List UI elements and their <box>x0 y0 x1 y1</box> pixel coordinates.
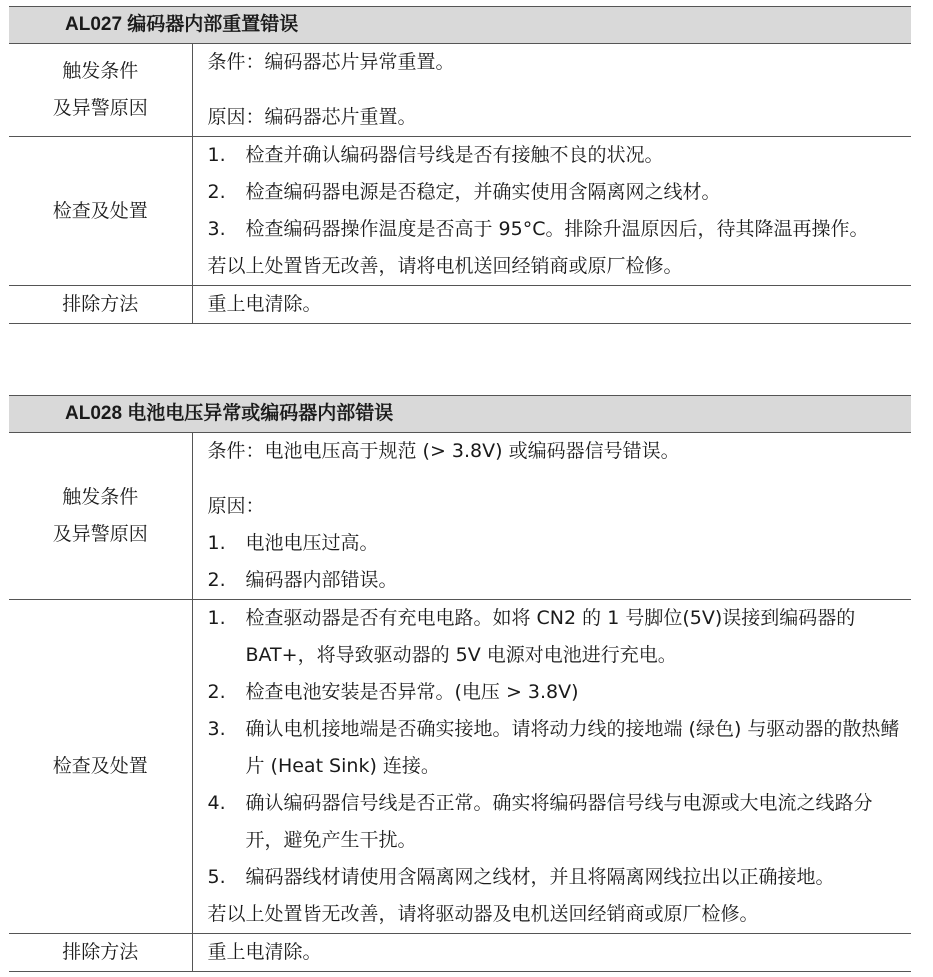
step-number: 5. <box>207 866 226 888</box>
alarm-title: AL028 电池电压异常或编码器内部错误 <box>9 396 911 433</box>
step-number: 2. <box>207 681 226 703</box>
step-text: 检查并确认编码器信号线是否有接触不良的状况。 <box>245 144 664 166</box>
step-item <box>208 859 906 896</box>
cause-text: 原因：编码器芯片重置。 <box>207 106 417 128</box>
step-item <box>208 785 906 859</box>
trigger-label <box>9 44 192 137</box>
trigger-label-line-1: 触发条件 <box>62 60 139 82</box>
trigger-label <box>9 433 192 600</box>
trigger-row <box>9 44 911 137</box>
cause-number: 1. <box>207 532 226 554</box>
cause-item <box>208 562 906 599</box>
check-content <box>192 600 911 934</box>
alarm-table-al028 <box>9 395 911 972</box>
check-label: 检查及处置 <box>9 600 192 934</box>
remedy-row <box>9 934 911 972</box>
trigger-label-line-2: 及异警原因 <box>52 97 148 119</box>
remedy-text: 重上电清除。 <box>192 934 911 972</box>
step-number: 4. <box>207 792 226 814</box>
check-label: 检查及处置 <box>9 137 192 286</box>
trigger-content <box>192 44 911 137</box>
condition-text: 条件：电池电压高于规范 (> 3.8V) 或编码器信号错误。 <box>207 440 680 462</box>
check-content <box>192 137 911 286</box>
remedy-row <box>9 286 911 324</box>
cause-item <box>208 525 906 562</box>
step-text: 检查电池安装是否异常。(电压 > 3.8V) <box>245 681 579 703</box>
step-item <box>208 600 906 674</box>
fallback-text: 若以上处置皆无改善，请将驱动器及电机送回经销商或原厂检修。 <box>207 903 759 925</box>
check-row <box>9 600 911 934</box>
step-text: 确认编码器信号线是否正常。确实将编码器信号线与电源或大电流之线路分开，避免产生干扰。 <box>245 792 873 851</box>
remedy-label: 排除方法 <box>9 286 192 324</box>
trigger-content <box>192 433 911 600</box>
cause-item-text: 电池电压过高。 <box>245 532 379 554</box>
step-item <box>208 174 906 211</box>
cause-number: 2. <box>207 569 226 591</box>
trigger-label-line-2: 及异警原因 <box>52 523 148 545</box>
remedy-text: 重上电清除。 <box>192 286 911 324</box>
step-text: 确认电机接地端是否确实接地。请将动力线的接地端 (绿色) 与驱动器的散热鳍片 (Heat Sink) 连接。 <box>245 718 900 777</box>
step-item <box>208 137 906 174</box>
alarm-table-al027 <box>9 6 911 324</box>
step-number: 2. <box>207 181 226 203</box>
alarm-header-row <box>9 396 911 433</box>
trigger-row <box>9 433 911 600</box>
step-text: 检查编码器电源是否稳定，并确实使用含隔离网之线材。 <box>245 181 721 203</box>
cause-item-text: 编码器内部错误。 <box>245 569 398 591</box>
step-number: 3. <box>207 718 226 740</box>
remedy-label: 排除方法 <box>9 934 192 972</box>
step-item <box>208 211 906 248</box>
step-text: 编码器线材请使用含隔离网之线材，并且将隔离网线拉出以正确接地。 <box>245 866 835 888</box>
step-number: 1. <box>207 607 226 629</box>
alarm-header-row <box>9 7 911 44</box>
step-number: 1. <box>207 144 226 166</box>
step-text: 检查驱动器是否有充电电路。如将 CN2 的 1 号脚位(5V)误接到编码器的 BAT+，将导致驱动器的 5V 电源对电池进行充电。 <box>245 607 856 666</box>
fallback-text: 若以上处置皆无改善，请将电机送回经销商或原厂检修。 <box>207 255 683 277</box>
step-text: 检查编码器操作温度是否高于 95°C。排除升温原因后，待其降温再操作。 <box>245 218 869 240</box>
cause-text: 原因： <box>207 495 265 517</box>
step-item <box>208 711 906 785</box>
trigger-label-line-1: 触发条件 <box>62 486 139 508</box>
alarm-title: AL027 编码器内部重置错误 <box>9 7 911 44</box>
step-number: 3. <box>207 218 226 240</box>
condition-text: 条件：编码器芯片异常重置。 <box>207 51 455 73</box>
check-row <box>9 137 911 286</box>
step-item <box>208 674 906 711</box>
